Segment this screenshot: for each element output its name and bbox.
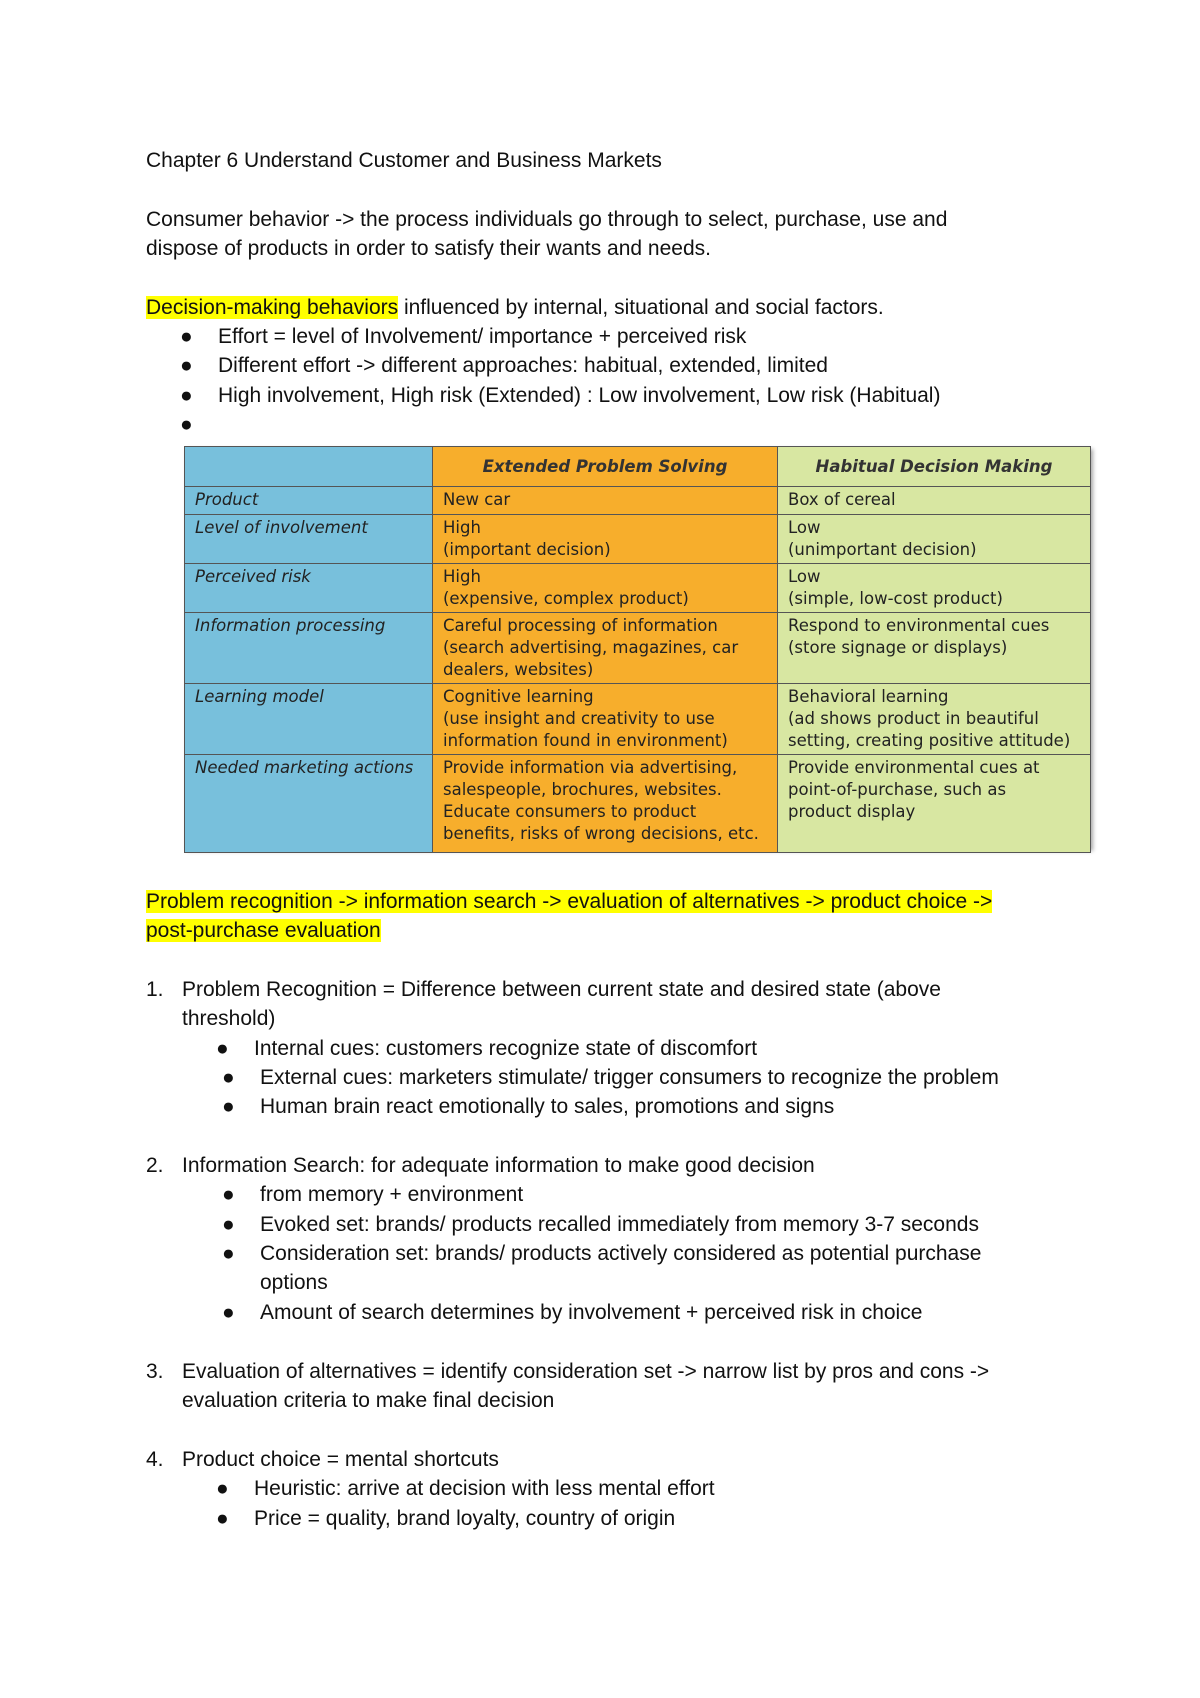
bullet-icon: ● — [216, 1507, 229, 1530]
table-row: Needed marketing actions Provide information via advertising, salespeople, brochures, websites. Educate consumers to product benefits, risks of wrong decisions, etc. Provide environmental cues at point-of-purchase, such as product display — [185, 755, 1091, 853]
page-title: Chapter 6 Understand Customer and Business Markets — [146, 149, 662, 172]
header-extended: Extended Problem Solving — [433, 447, 778, 487]
step-number: 2. — [146, 1154, 164, 1177]
bullet-icon: ● — [216, 1477, 229, 1500]
step-number: 1. — [146, 978, 164, 1001]
decision-rest: influenced by internal, situational and social factors. — [398, 296, 884, 319]
bullet-icon: ● — [180, 413, 193, 436]
table-row: Product New car Box of cereal — [185, 487, 1091, 515]
step-1-line-1: Problem Recognition = Difference between current state and desired state (above — [182, 978, 941, 1001]
intro-line-2: dispose of products in order to satisfy their wants and needs. — [146, 237, 711, 260]
bullet-icon: ● — [216, 1037, 229, 1060]
table-row: Information processing Careful processing of information (search advertising, magazines, car dealers, websites) Respond to environmental cues (store signage or displays) — [185, 613, 1091, 684]
intro-line-1: Consumer behavior -> the process individuals go through to select, purchase, use and — [146, 208, 948, 231]
table-row: Learning model Cognitive learning (use insight and creativity to use information found in environment) Behavioral learning (ad shows product in beautiful setting, creating positive attitude) — [185, 684, 1091, 755]
step-2-line-1: Information Search: for adequate information to make good decision — [182, 1154, 815, 1177]
bullet-icon: ● — [180, 354, 193, 377]
bullet-icon: ● — [180, 384, 193, 407]
step-number: 4. — [146, 1448, 164, 1471]
bullet-icon: ● — [222, 1301, 235, 1324]
step-4-line-1: Product choice = mental shortcuts — [182, 1448, 499, 1471]
bullet-icon: ● — [222, 1095, 235, 1118]
document-page: Chapter 6 Understand Customer and Business Markets Consumer behavior -> the process individuals go through to select, purchase, use and dispose of products in order to satisfy their wants and needs. Decision-making behaviors influenced by internal, situational and social factors. ● Effort = level of Involvement/ importance + perceived risk ● Different effort -> different approaches: habitual, extended, limited ● High involvement, High risk (Extended) : Low involvement, Low risk (Habitual) ● Extended Problem Solving Habitual Decision Making Product New car Box of cereal Level of involvement High (important decision) Low (unimportant decision) Perceived risk High (expensive, complex product) Low (simple, low-cost product) Information processing Careful processing of information (search advertising, magazines, car dealers, websites) Respond to environmental cues (store signage or displays) Learning model Cognitive learning (use insight and creativity to use information found in environment) Behavioral learning (ad shows product in beautiful setting, creating positive attitude) Needed marketing actions Provide information via advertising, salespeople, brochures, websites. Educate consumers to product benefits, risks of wrong decisions, etc. Provide environmental cues at point-of-purchase, such as product display Problem recognition -> information search -> evaluation of alternatives -> product choice -> post-purchase evaluation 1. Problem Recognition = Difference between current state and desired state (above threshold) ● Internal cues: customers recognize state of discomfort ● External cues: marketers stimulate/ trigger consumers to recognize the problem ● Human brain react emotionally to sales, promotions and signs 2. Information Search: for adequate information to make good decision ● from memory + environment ● Evoked set: brands/ products recalled immediately from memory 3-7 seconds ● Consideration set: brands/ products actively considered as potential purchase options ● Amount of search determines by involvement + perceived risk in choice 3. Evaluation of alternatives = identify consideration set -> narrow list by pros and cons -> evaluation criteria to make final decision 4. Product choice = mental shortcuts ● Heuristic: arrive at decision with less mental effort ● Price = quality, brand loyalty, country of origin — [0, 0, 1200, 1698]
step-number: 3. — [146, 1360, 164, 1383]
bullet-icon: ● — [222, 1213, 235, 1236]
bullet-icon: ● — [222, 1183, 235, 1206]
bullet-icon: ● — [222, 1066, 235, 1089]
header-blank — [185, 447, 433, 487]
table-row: Perceived risk High (expensive, complex product) Low (simple, low-cost product) — [185, 564, 1091, 613]
table-row: Level of involvement High (important decision) Low (unimportant decision) — [185, 515, 1091, 564]
step-3-line-2: evaluation criteria to make final decision — [182, 1389, 555, 1412]
decision-heading — [146, 294, 884, 322]
decision-highlight: Decision-making behaviors — [146, 296, 399, 319]
step-1-line-2: threshold) — [182, 1007, 276, 1030]
decision-table — [184, 446, 1090, 848]
step-2-bullet-continuation: options — [260, 1271, 328, 1294]
table-header-row — [185, 447, 1091, 487]
process-line-2: post-purchase evaluation — [146, 919, 381, 942]
header-habitual: Habitual Decision Making — [778, 447, 1091, 487]
bullet-icon: ● — [222, 1242, 235, 1265]
process-line-1: Problem recognition -> information search -> evaluation of alternatives -> product choice -> — [146, 890, 993, 913]
bullet-icon: ● — [180, 325, 193, 348]
step-3-line-1: Evaluation of alternatives = identify consideration set -> narrow list by pros and cons -> — [182, 1360, 990, 1383]
